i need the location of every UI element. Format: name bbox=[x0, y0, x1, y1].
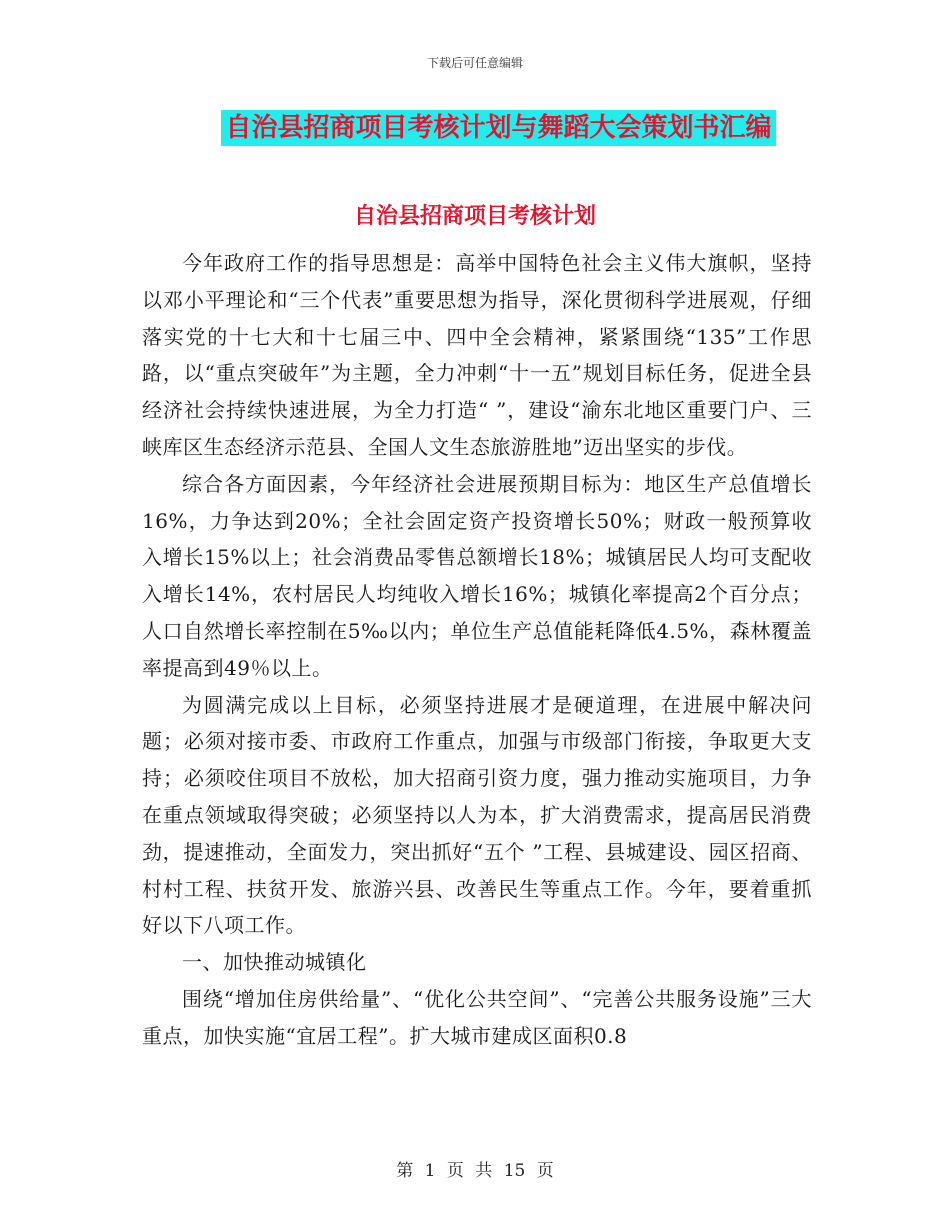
section-title: 自治县招商项目考核计划 bbox=[353, 204, 596, 229]
page-header-note: 下载后可任意编辑 bbox=[426, 56, 523, 70]
document-title: 自治县招商项目考核计划与舞蹈大会策划书汇编 bbox=[221, 110, 775, 146]
page-number: 第 1 页 共 15 页 bbox=[396, 1161, 554, 1181]
paragraph-requirements: 为圆满完成以上目标，必须坚持进展才是硬道理，在进展中解决问题；必须对接市委、市政府工作重点，加强与市级部门衔接，争取更大支持；必须咬住项目不放松，加大招商引资力度，强力推动实施项目，力争在重点领域取得突破；必须坚持以人为本，扩大消费需求，提高居民消费劲，提速推动，全面发力，突出抓好“五个 ”工程、县城建设、园区招商、村村工程、扶贫开发、旅游兴县、改善民生等重点工作。今年，要着重抓好以下八项工作。 bbox=[142, 692, 812, 938]
heading-urbanization: 一、加快推动城镇化 bbox=[182, 950, 367, 975]
paragraph-urbanization: 围绕“增加住房供给量”、“优化公共空间”、“完善公共服务设施”三大重点，加快实施“宜居工程”。扩大城市建成区面积0.8 bbox=[142, 986, 812, 1048]
document-body bbox=[142, 245, 812, 1055]
paragraph-guiding-ideology: 今年政府工作的指导思想是：高举中国特色社会主义伟大旗帜，坚持以邓小平理论和“三个代表”重要思想为指导，深化贯彻科学进展观，仔细落实党的十七大和十七届三中、四中全会精神，紧紧围绕“135”工作思路，以“重点突破年”为主题，全力冲刺“十一五”规划目标任务，促进全县经济社会持续快速进展，为全力打造“ ”，建设“渝东北地区重要门户、三峡库区生态经济示范县、全国人文生态旅游胜地”迈出坚实的步伐。 bbox=[142, 251, 812, 459]
document-title-container bbox=[0, 110, 950, 146]
paragraph-targets: 综合各方面因素，今年经济社会进展预期目标为：地区生产总值增长16%，力争达到20%；全社会固定资产投资增长50%；财政一般预算收入增长15%以上；社会消费品零售总额增长18%；城镇居民人均可支配收入增长14%，农村居民人均纯收入增长16%；城镇化率提高2个百分点；人口自然增长率控制在5‰以内；单位生产总值能耗降低4.5%，森林覆盖率提高到49％以上。 bbox=[142, 471, 812, 680]
